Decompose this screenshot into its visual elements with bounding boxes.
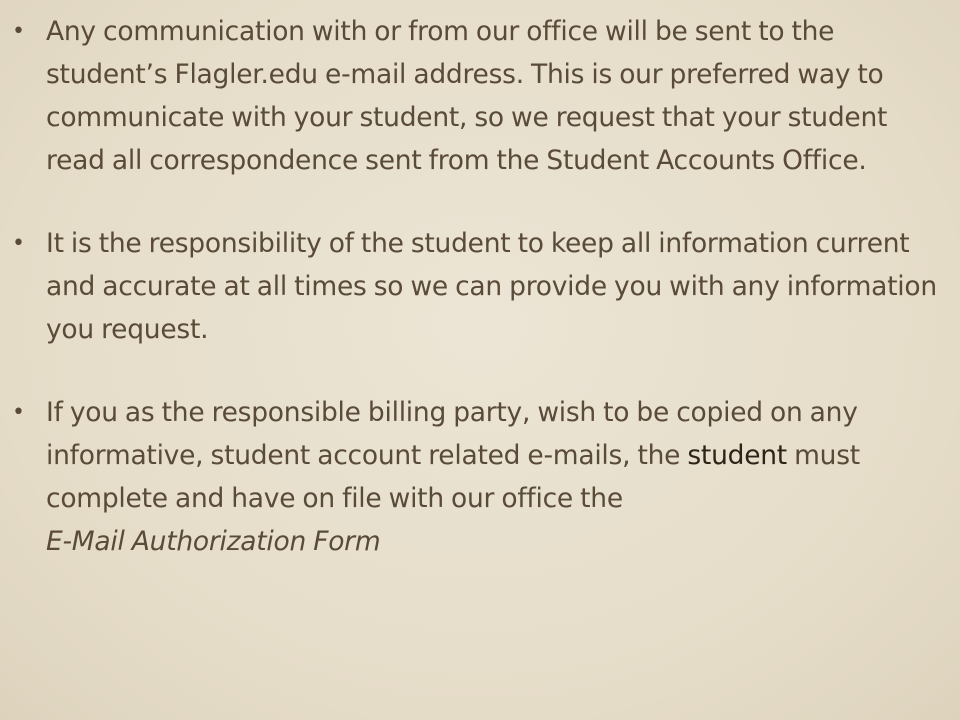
bullet-billing-party [12, 391, 947, 563]
bullet-marker: • [12, 231, 25, 256]
bullet-marker: • [12, 19, 25, 44]
bullet-text-after: must complete and have on file with our office the [46, 440, 860, 514]
bullet-email-communication [12, 10, 947, 182]
bullet-student-responsibility [12, 222, 947, 351]
form-name: E-Mail Authorization Form [46, 526, 381, 557]
highlight-word: student [687, 440, 787, 471]
bullet-text: It is the responsibility of the student to keep all information current and accurate at all times so we can provide you with any information you request. [46, 228, 937, 345]
bullet-list [12, 10, 947, 563]
bullet-text: Any communication with or from our office will be sent to the student’s Flagler.edu e-mail address. This is our preferred way to communicate with your student, so we request that your student read all correspondence sent from the Student Accounts Office. [46, 16, 888, 176]
bullet-text-before: If you as the responsible billing party, wish to be copied on any informative, student account related e-mails, the [46, 397, 858, 471]
bullet-marker: • [12, 400, 25, 425]
